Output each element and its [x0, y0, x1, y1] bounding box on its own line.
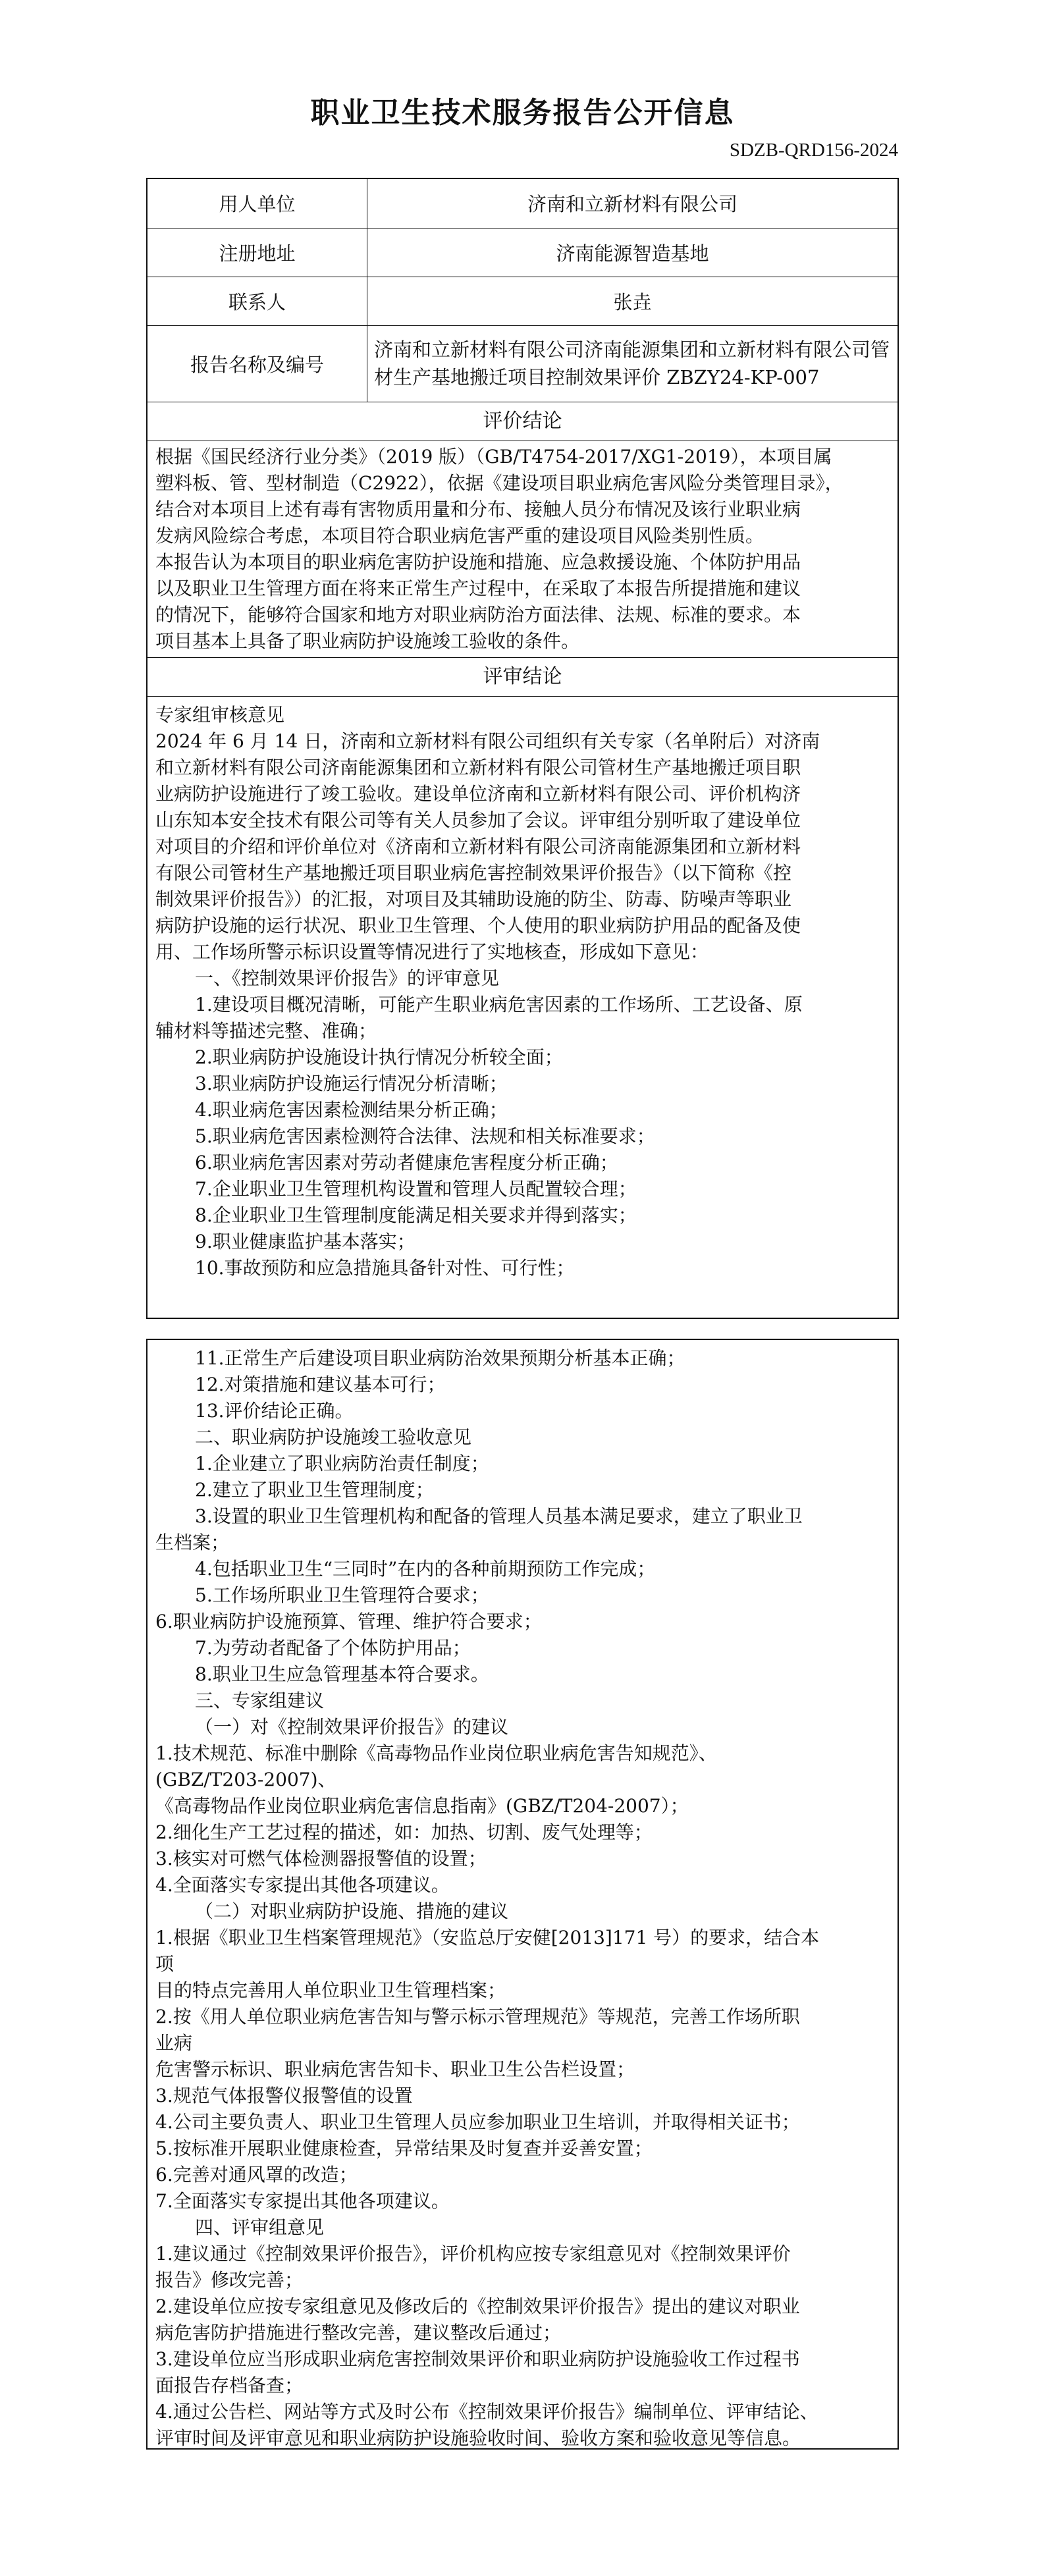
eval-conclusion-header: 评价结论: [147, 402, 898, 441]
text-line: （一）对《控制效果评价报告》的建议: [195, 1716, 509, 1738]
text-line: 项目基本上具备了职业病防护设施竣工验收的条件。: [155, 630, 580, 652]
text-line: 面报告存档备查；: [155, 2375, 304, 2396]
text-line: 6.完善对通风罩的改造；: [155, 2164, 358, 2186]
info-table: [147, 179, 898, 402]
text-line: 业病防护设施进行了竣工验收。建设单位济南和立新材料有限公司、评价机构济: [155, 782, 801, 805]
text-line: 2.细化生产工艺过程的描述，如：加热、切割、废气处理等；: [155, 1821, 653, 1843]
info-row-address: [147, 228, 898, 277]
text-line: 有限公司管材生产基地搬迁项目职业病危害控制效果评价报告》（以下简称《控: [155, 861, 792, 884]
review-opinion-list-continued: [147, 1340, 898, 2452]
text-line: 制效果评价报告》）的汇报，对项目及其辅助设施的防尘、防毒、防噪声等职业: [155, 888, 792, 910]
text-line: 本报告认为本项目的职业病危害防护设施和措施、应急救援设施、个体防护用品: [155, 550, 801, 573]
text-line: 3.设置的职业卫生管理机构和配备的管理人员基本满足要求，建立了职业卫: [195, 1505, 803, 1527]
text-line: 病危害防护措施进行整改完善，建议整改后通过；: [155, 2322, 562, 2344]
text-line: 四、评审组意见: [195, 2216, 325, 2238]
text-line: 4.包括职业卫生“三同时”在内的各种前期预防工作完成；: [195, 1558, 656, 1580]
text-line: 危害警示标识、职业病危害告知卡、职业卫生公告栏设置；: [155, 2058, 635, 2080]
text-line: 1.建设项目概况清晰，可能产生职业病危害因素的工作场所、工艺设备、原: [195, 993, 803, 1015]
text-line: 病防护设施的运行状况、职业卫生管理、个人使用的职业病防护用品的配备及使: [155, 914, 801, 936]
info-value: 济南和立新材料有限公司: [367, 179, 898, 228]
text-line: 专家组审核意见: [155, 703, 285, 726]
text-line: 二、职业病防护设施竣工验收意见: [195, 1426, 472, 1448]
page-title: 职业卫生技术服务报告公开信息: [310, 96, 735, 130]
text-line: 《高毒物品作业岗位职业病危害信息指南》(GBZ/T204-2007）；: [155, 1795, 689, 1817]
document-number: SDZB-QRD156-2024: [729, 140, 898, 161]
text-line: 2024 年 6 月 14 日，济南和立新材料有限公司组织有关专家（名单附后）对济南: [155, 730, 820, 752]
text-line: 发病风险综合考虑，本项目符合职业病危害严重的建设项目风险类别性质。: [155, 524, 764, 547]
text-line: 1.建议通过《控制效果评价报告》，评价机构应按专家组意见对《控制效果评价: [155, 2243, 791, 2265]
report-table-page-1: [146, 178, 899, 1319]
text-line: 的情况下，能够符合国家和地方对职业病防治方面法律、法规、标准的要求。本: [155, 603, 801, 626]
text-line: 7.企业职业卫生管理机构设置和管理人员配置较合理；: [195, 1177, 637, 1200]
info-label: 报告名称及编号: [147, 325, 367, 402]
text-line: 生档案；: [155, 1532, 230, 1553]
eval-conclusion-text: [147, 441, 898, 658]
text-line: 5.工作场所职业卫生管理符合要求；: [195, 1584, 489, 1606]
text-line: 3.职业病防护设施运行情况分析清晰；: [195, 1072, 508, 1094]
info-label: 注册地址: [147, 228, 367, 277]
text-line: 1.根据《职业卫生档案管理规范》（安监总厅安健[2013]171 号）的要求，结合本: [155, 1927, 820, 1948]
review-conclusion-header: 评审结论: [147, 658, 898, 697]
text-line: 1.企业建立了职业病防治责任制度；: [195, 1453, 489, 1474]
text-line: 山东知本安全技术有限公司等有关人员参加了会议。评审组分别听取了建设单位: [155, 809, 801, 831]
text-line: 10.事故预防和应急措施具备针对性、可行性；: [195, 1256, 575, 1279]
text-line: 2.建立了职业卫生管理制度；: [195, 1479, 434, 1501]
text-line: 4.公司主要负责人、职业卫生管理人员应参加职业卫生培训，并取得相关证书；: [155, 2111, 800, 2133]
text-line: 3.规范气体报警仪报警值的设置: [155, 2085, 413, 2106]
text-line: 4.通过公告栏、网站等方式及时公布《控制效果评价报告》编制单位、评审结论、: [155, 2401, 818, 2423]
text-line: 4.全面落实专家提出其他各项建议。: [155, 1874, 450, 1896]
text-line: 9.职业健康监护基本落实；: [195, 1230, 415, 1252]
text-line: 2.职业病防护设施设计执行情况分析较全面；: [195, 1046, 563, 1068]
text-line: (GBZ/T203-2007)、: [155, 1769, 336, 1790]
text-line: 以及职业卫生管理方面在将来正常生产过程中，在采取了本报告所提措施和建议: [155, 577, 801, 599]
text-line: 5.按标准开展职业健康检查，异常结果及时复查并妥善安置；: [155, 2137, 653, 2159]
info-row-report: [147, 325, 898, 402]
text-line: 2.按《用人单位职业病危害告知与警示标示管理规范》等规范，完善工作场所职: [155, 2006, 800, 2027]
text-line: （二）对职业病防护设施、措施的建议: [195, 1900, 509, 1922]
text-line: 7.为劳动者配备了个体防护用品；: [195, 1637, 471, 1659]
info-value: 济南能源智造基地: [367, 228, 898, 277]
text-line: 目的特点完善用人单位职业卫生管理档案；: [155, 1979, 506, 2001]
text-line: 报告》修改完善；: [155, 2269, 304, 2291]
text-line: 根据《国民经济行业分类》（2019 版）（GB/T4754-2017/XG1-2019），本项目属: [155, 445, 832, 468]
text-line: 评审时间及评审意见和职业病防护设施验收时间、验收方案和验收意见等信息。: [155, 2427, 801, 2449]
text-line: 项: [155, 1953, 174, 1975]
info-label: 联系人: [147, 277, 367, 325]
text-line: 6.职业病危害因素对劳动者健康危害程度分析正确；: [195, 1151, 618, 1173]
info-label: 用人单位: [147, 179, 367, 228]
text-line: 对项目的介绍和评价单位对《济南和立新材料有限公司济南能源集团和立新材料: [155, 835, 801, 857]
report-table-page-2: [146, 1339, 899, 2450]
text-line: 4.职业病危害因素检测结果分析正确；: [195, 1098, 508, 1121]
text-line: 3.建设单位应当形成职业病危害控制效果评价和职业病防护设施验收工作过程书: [155, 2348, 800, 2370]
text-line: 辅材料等描述完整、准确；: [155, 1019, 377, 1042]
text-line: 12.对策措施和建议基本可行；: [195, 1374, 446, 1395]
text-line: 7.全面落实专家提出其他各项建议。: [155, 2190, 450, 2212]
text-line: 2.建设单位应按专家组意见及修改后的《控制效果评价报告》提出的建议对职业: [155, 2295, 800, 2317]
review-conclusion-text: [147, 697, 898, 1281]
review-opinion-list: [155, 965, 890, 1281]
text-line: 一、《控制效果评价报告》的评审意见: [195, 967, 500, 989]
text-line: 8.职业卫生应急管理基本符合要求。: [195, 1663, 489, 1685]
info-row-contact: [147, 277, 898, 325]
text-line: 塑料板、管、型材制造（C2922），依据《建设项目职业病危害风险分类管理目录》，: [155, 471, 844, 494]
text-line: 用、工作场所警示标识设置等情况进行了实地核查，形成如下意见：: [155, 940, 709, 963]
text-line: 13.评价结论正确。: [195, 1400, 354, 1422]
info-value: 张垚: [367, 277, 898, 325]
text-line: 6.职业病防护设施预算、管理、维护符合要求；: [155, 1611, 542, 1632]
info-value: 济南和立新材料有限公司济南能源集团和立新材料有限公司管材生产基地搬迁项目控制效果评价 ZBZY24-KP-007: [367, 325, 898, 402]
text-line: 11.正常生产后建设项目职业病防治效果预期分析基本正确；: [195, 1347, 685, 1369]
text-line: 结合对本项目上述有毒有害物质用量和分布、接触人员分布情况及该行业职业病: [155, 498, 801, 520]
text-line: 和立新材料有限公司济南能源集团和立新材料有限公司管材生产基地搬迁项目职: [155, 756, 801, 778]
text-line: 3.核实对可燃气体检测器报警值的设置；: [155, 1848, 487, 1869]
text-line: 8.企业职业卫生管理制度能满足相关要求并得到落实；: [195, 1204, 637, 1226]
text-line: 1.技术规范、标准中删除《高毒物品作业岗位职业病危害告知规范》、: [155, 1742, 717, 1764]
text-line: 5.职业病危害因素检测符合法律、法规和相关标准要求；: [195, 1125, 655, 1147]
text-line: 三、专家组建议: [195, 1690, 325, 1711]
info-row-employer: [147, 179, 898, 228]
text-line: 业病: [155, 2032, 193, 2054]
